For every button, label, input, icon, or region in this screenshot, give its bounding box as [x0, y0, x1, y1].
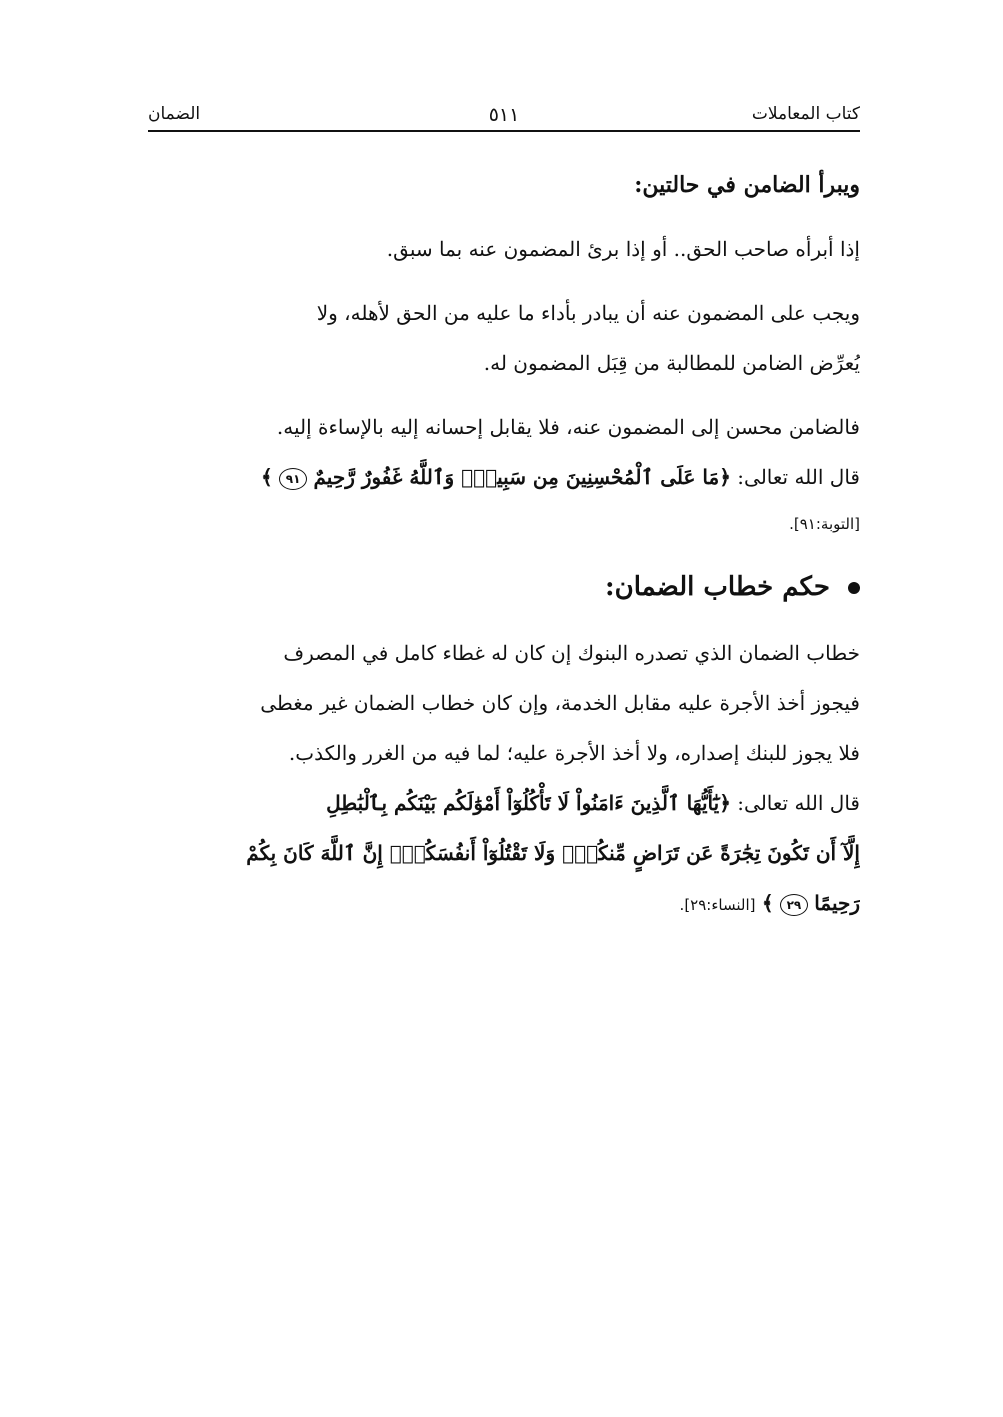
verse-reference: [التوبة:٩١]. [789, 515, 860, 533]
book-title: كتاب المعاملات [751, 104, 860, 124]
paragraph-line: يُعرِّض الضامن للمطالبة من قِبَل المضمون له. [483, 351, 860, 375]
verse-intro: قال الله تعالى: [737, 465, 860, 489]
page-body [148, 160, 860, 928]
paragraph-line: خطاب الضمان الذي تصدره البنوك إن كان له غطاء كامل في المصرف [283, 641, 860, 665]
quran-citation [148, 452, 860, 502]
section-heading: حكم خطاب الضمان: [605, 572, 830, 602]
quran-verse: ﴿مَا عَلَى ٱلْمُحْسِنِينَ مِن سَبِيلٍۚ وَٱللَّهُ غَفُورٌ رَّحِيمٌ [313, 465, 731, 489]
verse-close-bracket: ﴾ [761, 891, 774, 915]
paragraph: فالضامن محسن إلى المضمون عنه، فلا يقابل إحسانه إليه بالإساءة إليه. [276, 415, 860, 439]
section-heading-bullet [148, 560, 860, 614]
quran-citation-line [148, 778, 860, 828]
paragraph: إذا أبرأه صاحب الحق.. أو إذا برئ المضمون عنه بما سبق. [386, 237, 860, 261]
running-header [148, 104, 860, 130]
section-heading: ويبرأ الضامن في حالتين: [634, 172, 860, 198]
header-rule [148, 130, 860, 132]
paragraph-line: ويجب على المضمون عنه أن يبادر بأداء ما عليه من الحق لأهله، ولا [316, 301, 860, 325]
verse-number-marker: ٢٩ [780, 894, 808, 916]
verse-intro: قال الله تعالى: [737, 791, 860, 815]
verse-reference: [النساء:٢٩]. [679, 896, 756, 914]
bullet-icon [848, 582, 860, 594]
page-number: ٥١١ [488, 104, 520, 126]
quran-verse: ﴿يَٰٓأَيُّهَا ٱلَّذِينَ ءَامَنُواْ لَا تَأْكُلُوٓاْ أَمْوَٰلَكُم بَيْنَكُم بِٱلْبَٰطِلِ [326, 791, 731, 815]
paragraph-line: فلا يجوز للبنك إصداره، ولا أخذ الأجرة عليه؛ لما فيه من الغرر والكذب. [288, 741, 860, 765]
verse-number-marker: ٩١ [279, 468, 307, 490]
verse-close-bracket: ﴾ [261, 465, 273, 489]
quran-verse: رَحِيمًا [814, 891, 860, 915]
quran-verse-line: إِلَّآ أَن تَكُونَ تِجَٰرَةً عَن تَرَاضٍ مِّنكُمْۚ وَلَا تَقْتُلُوٓاْ أَنفُسَكُمْۚ إِنَّ ٱللَّهَ كَانَ بِكُمْ [246, 841, 860, 865]
paragraph-line: فيجوز أخذ الأجرة عليه مقابل الخدمة، وإن كان خطاب الضمان غير مغطى [260, 691, 860, 715]
quran-citation-line [148, 878, 860, 928]
chapter-title: الضمان [148, 104, 201, 124]
